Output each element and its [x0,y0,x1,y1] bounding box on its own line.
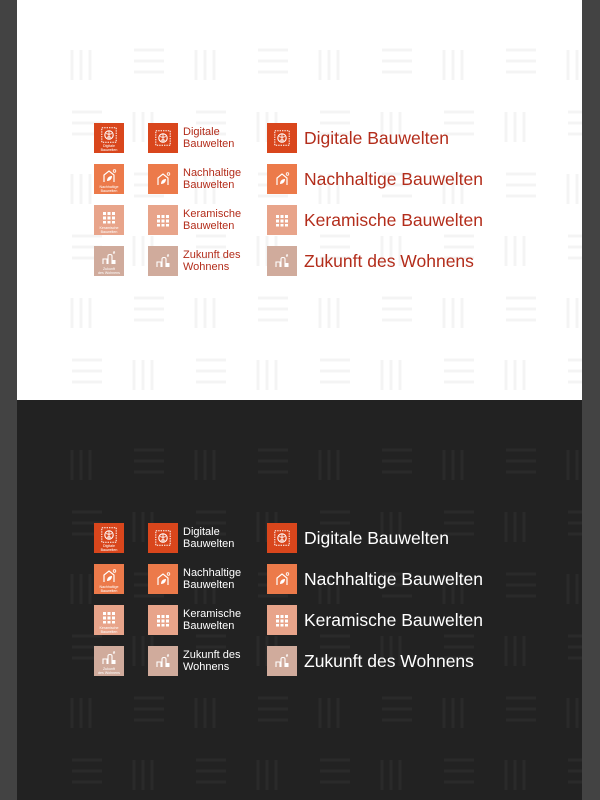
pattern-glyph [320,760,350,782]
pattern-glyph [320,450,338,480]
logo-mini-label: Nachhaltige Bauwelten [99,585,119,593]
background-pattern [17,400,582,800]
logo-zukunft-stacked-light [148,246,240,276]
globe-icon [267,123,297,153]
pattern-glyph [444,760,474,782]
logo-nachhaltige-compact-light [94,164,124,194]
pattern-glyph [506,112,524,142]
logo-digitale-horizontal-light [267,123,449,153]
logo-stacked-label: Nachhaltige Bauwelten [183,167,242,191]
home-living-icon [94,246,124,276]
pattern-glyph [320,698,338,728]
pattern-glyph [568,698,582,728]
pattern-glyph [506,512,524,542]
logo-zukunft-stacked-dark [148,646,240,676]
tiles-icon [148,605,178,635]
pattern-glyph [444,698,462,728]
logo-nachhaltige-compact-dark [94,564,124,594]
pattern-glyph [568,760,582,782]
tiles-icon [148,205,178,235]
pattern-glyph [506,360,524,390]
pattern-glyph [258,450,288,472]
logo-stacked-label: Keramische Bauwelten [183,208,242,232]
logo-zukunft-horizontal-dark [267,646,474,676]
globe-icon [148,123,178,153]
logo-horizontal-label: Nachhaltige Bauwelten [304,568,484,589]
home-living-icon [94,646,124,676]
logo-stacked-label: Digitale Bauwelten [183,126,235,150]
logo-keramische-horizontal-light [267,205,483,235]
pattern-glyph [506,636,524,666]
pattern-glyph [506,174,536,196]
logo-horizontal-label: Zukunft des Wohnens [304,250,474,271]
pattern-glyph [72,174,90,204]
pattern-glyph [506,50,536,72]
logo-mini-label: Zukunft des Wohnens [98,667,120,675]
pattern-glyph [196,298,214,328]
globe-icon [148,523,178,553]
leaf-house-icon [148,564,178,594]
logo-stacked-label: Keramische Bauwelten [183,608,242,632]
pattern-glyph [568,50,582,80]
logo-zukunft-horizontal-light [267,246,474,276]
pattern-glyph [506,698,536,720]
pattern-glyph [382,50,412,72]
pattern-glyph [196,760,226,782]
logo-mini-label: Nachhaltige Bauwelten [99,185,119,193]
logo-mini-label: Keramische Bauwelten [99,226,119,234]
globe-icon [94,123,124,153]
tiles-icon [267,605,297,635]
logo-nachhaltige-stacked-light [148,164,241,194]
logo-horizontal-label: Digitale Bauwelten [304,527,449,548]
tiles-icon [94,605,124,635]
pattern-glyph [444,298,462,328]
pattern-glyph [72,574,90,604]
logo-nachhaltige-horizontal-light [267,164,483,194]
pattern-glyph [196,698,214,728]
logo-horizontal-label: Nachhaltige Bauwelten [304,168,484,189]
pattern-glyph [382,450,412,472]
pattern-glyph [72,50,90,80]
logo-zukunft-compact-light [94,246,124,276]
pattern-glyph [196,50,214,80]
logo-nachhaltige-stacked-dark [148,564,241,594]
pattern-glyph [506,574,536,596]
logo-stacked-label: Zukunft des Wohnens [183,649,241,673]
pattern-glyph [134,298,164,320]
tiles-icon [94,205,124,235]
pattern-glyph [196,360,226,382]
logo-mini-label: Keramische Bauwelten [99,626,119,634]
logo-horizontal-label: Keramische Bauwelten [304,609,483,630]
light-background-panel [17,0,582,400]
pattern-glyph [72,298,90,328]
logo-mini-label: Zukunft des Wohnens [98,267,120,275]
pattern-glyph [444,450,462,480]
dark-background-panel [17,400,582,800]
pattern-glyph [382,360,400,390]
logo-horizontal-label: Keramische Bauwelten [304,209,483,230]
logo-nachhaltige-horizontal-dark [267,564,483,594]
logo-keramische-compact-light [94,205,124,235]
leaf-house-icon [94,164,124,194]
logo-stacked-label: Nachhaltige Bauwelten [183,567,242,591]
pattern-glyph [382,698,412,720]
pattern-glyph [258,50,288,72]
pattern-glyph [568,360,582,382]
logo-mini-label: Digitale Bauwelten [100,144,118,152]
leaf-house-icon [267,564,297,594]
pattern-glyph [72,698,90,728]
pattern-glyph [72,760,102,782]
logo-stacked-label: Digitale Bauwelten [183,526,235,550]
pattern-glyph [506,298,536,320]
pattern-glyph [568,298,582,328]
pattern-glyph [320,50,338,80]
pattern-glyph [320,298,338,328]
pattern-glyph [568,574,582,604]
tiles-icon [267,205,297,235]
pattern-glyph [134,450,164,472]
home-living-icon [267,246,297,276]
logo-digitale-stacked-dark [148,523,234,553]
logo-mini-label: Digitale Bauwelten [100,544,118,552]
logo-digitale-stacked-light [148,123,234,153]
pattern-glyph [72,450,90,480]
pattern-glyph [568,236,582,258]
pattern-glyph [382,760,400,790]
logo-horizontal-label: Zukunft des Wohnens [304,650,474,671]
pattern-glyph [72,360,102,382]
logo-keramische-horizontal-dark [267,605,483,635]
pattern-glyph [258,698,288,720]
leaf-house-icon [94,564,124,594]
pattern-glyph [196,450,214,480]
pattern-glyph [258,760,276,790]
pattern-glyph [568,512,582,534]
logo-zukunft-compact-dark [94,646,124,676]
pattern-glyph [506,236,524,266]
logo-keramische-stacked-light [148,205,241,235]
pattern-glyph [134,360,152,390]
logo-keramische-compact-dark [94,605,124,635]
logo-digitale-horizontal-dark [267,523,449,553]
globe-icon [94,523,124,553]
logo-horizontal-label: Digitale Bauwelten [304,127,449,148]
pattern-glyph [568,174,582,204]
pattern-glyph [320,360,350,382]
pattern-glyph [506,450,536,472]
home-living-icon [267,646,297,676]
pattern-glyph [444,50,462,80]
home-living-icon [148,246,178,276]
pattern-glyph [134,760,152,790]
pattern-glyph [134,698,164,720]
pattern-glyph [444,360,474,382]
leaf-house-icon [148,164,178,194]
logo-digitale-compact-dark [94,523,124,553]
pattern-glyph [258,298,288,320]
pattern-glyph [506,760,524,790]
home-living-icon [148,646,178,676]
pattern-glyph [568,450,582,480]
pattern-glyph [258,360,276,390]
globe-icon [267,523,297,553]
pattern-glyph [568,636,582,658]
pattern-glyph [382,298,412,320]
background-pattern [17,0,582,400]
pattern-glyph [568,112,582,134]
logo-digitale-compact-light [94,123,124,153]
logo-stacked-label: Zukunft des Wohnens [183,249,241,273]
pattern-glyph [134,50,164,72]
logo-keramische-stacked-dark [148,605,241,635]
leaf-house-icon [267,164,297,194]
